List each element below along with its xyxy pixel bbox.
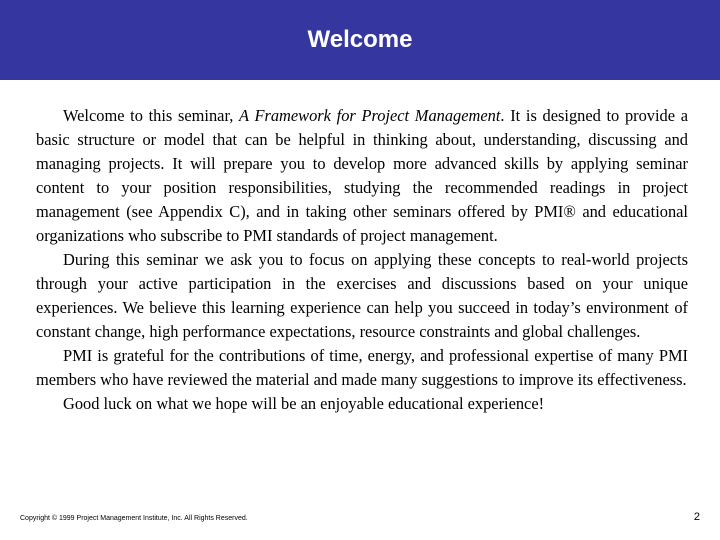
paragraph-acknowledgement: PMI is grateful for the contributions of time, energy, and professional expertise of many PMI members who have reviewed the material and made many suggestions to improve its effectiveness. [36, 346, 688, 389]
intro-lead: Welcome to this seminar, [63, 106, 240, 125]
page-number: 2 [693, 511, 700, 523]
title-bar [0, 0, 720, 80]
slide-title: Welcome [307, 26, 413, 53]
seminar-title: A Framework for Project Management [239, 106, 501, 125]
intro-rest: . It is designed to provide a basic structure or model that can be helpful in thinking about, understanding, discussing and managing projects. It will prepare you to develop more advanced skills by applying seminar content to your position responsibilities, studying the recommended readings in project management (see Appendix C), and in taking other seminars offered by PMI® and educational organizations who subscribe to PMI standards of project management. [36, 106, 688, 245]
copyright-notice: Copyright © 1999 Project Management Institute, Inc. All Rights Reserved. [20, 515, 248, 522]
body-text [36, 104, 688, 416]
paragraph-closing: Good luck on what we hope will be an enjoyable educational experience! [63, 394, 545, 413]
paragraph-participation: During this seminar we ask you to focus on applying these concepts to real-world projects through your active participation in the exercises and discussions based on your unique experiences. We believe this learning experience can help you succeed in today’s environment of constant change, high performance expectations, resource constraints and global challenges. [36, 250, 688, 341]
paragraph-intro [36, 104, 688, 248]
